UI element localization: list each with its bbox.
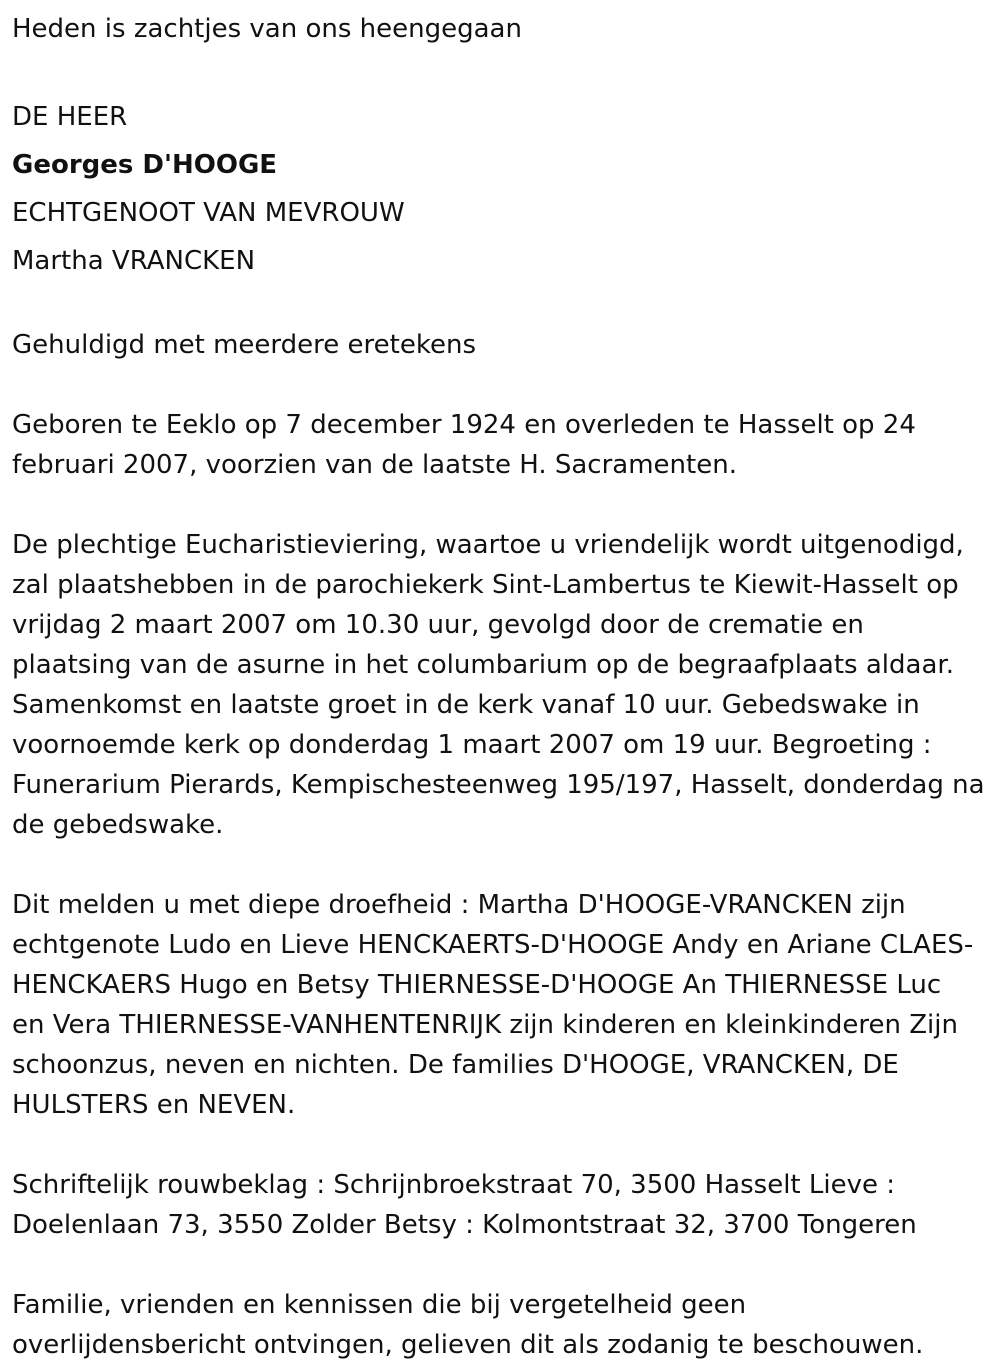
spacer <box>12 1245 988 1285</box>
birth-death-paragraph <box>12 405 988 485</box>
spacer <box>12 1125 988 1165</box>
paragraph-line: zal plaatshebben in de parochiekerk Sint-Lambertus te Kiewit-Hasselt op <box>12 570 959 600</box>
ceremony-paragraph <box>12 525 988 845</box>
paragraph-line: Schriftelijk rouwbeklag : Schrijnbroekstraat 70, 3500 Hasselt Lieve : <box>12 1170 895 1200</box>
paragraph-line: voornoemde kerk op donderdag 1 maart 2007 om 19 uur. Begroeting : <box>12 730 932 760</box>
paragraph-line: echtgenote Ludo en Lieve HENCKAERTS-D'HOOGE Andy en Ariane CLAES- <box>12 930 974 960</box>
intro-text: Heden is zachtjes van ons heengegaan <box>12 14 522 44</box>
deceased-name: Georges D'HOOGE <box>12 150 278 180</box>
paragraph-line: De plechtige Eucharistieviering, waartoe u vriendelijk wordt uitgenodigd, <box>12 530 964 560</box>
paragraph-line: overlijdensbericht ontvingen, gelieven dit als zodanig te beschouwen. <box>12 1330 924 1360</box>
closing-paragraph <box>12 1285 988 1365</box>
paragraph-line: schoonzus, neven en nichten. De families D'HOOGE, VRANCKEN, DE <box>12 1050 899 1080</box>
paragraph-line: vrijdag 2 maart 2007 om 10.30 uur, gevolgd door de crematie en <box>12 610 864 640</box>
spacer <box>12 845 988 885</box>
spacer <box>12 53 988 93</box>
paragraph-line: Geboren te Eeklo op 7 december 1924 en overleden te Hasselt op 24 <box>12 410 916 440</box>
paragraph-line: Samenkomst en laatste groet in de kerk vanaf 10 uur. Gebedswake in <box>12 690 920 720</box>
paragraph-line: de gebedswake. <box>12 810 224 840</box>
paragraph-line: februari 2007, voorzien van de laatste H. Sacramenten. <box>12 450 737 480</box>
paragraph-line: Doelenlaan 73, 3550 Zolder Betsy : Kolmontstraat 32, 3700 Tongeren <box>12 1210 917 1240</box>
paragraph-line: plaatsing van de asurne in het columbarium op de begraafplaats aldaar. <box>12 650 954 680</box>
paragraph-line: en Vera THIERNESSE-VANHENTENRIJK zijn kinderen en kleinkinderen Zijn <box>12 1010 958 1040</box>
spacer <box>12 485 988 525</box>
spouse-label: ECHTGENOOT VAN MEVROUW <box>12 198 405 228</box>
paragraph-line: Familie, vrienden en kennissen die bij vergetelheid geen <box>12 1290 747 1320</box>
title-prefix: DE HEER <box>12 102 128 132</box>
paragraph-line: Funerarium Pierards, Kempischesteenweg 195/197, Hasselt, donderdag na <box>12 770 985 800</box>
family-paragraph <box>12 885 988 1125</box>
paragraph-line: HENCKAERS Hugo en Betsy THIERNESSE-D'HOOGE An THIERNESSE Luc <box>12 970 942 1000</box>
paragraph-line: HULSTERS en NEVEN. <box>12 1090 296 1120</box>
obituary-header <box>12 5 988 285</box>
spacer <box>12 365 988 405</box>
condolences-paragraph <box>12 1165 988 1245</box>
honors-text: Gehuldigd met meerdere eretekens <box>12 330 476 360</box>
spacer <box>12 285 988 325</box>
spouse-name: Martha VRANCKEN <box>12 246 256 276</box>
paragraph-line: Dit melden u met diepe droefheid : Martha D'HOOGE-VRANCKEN zijn <box>12 890 906 920</box>
